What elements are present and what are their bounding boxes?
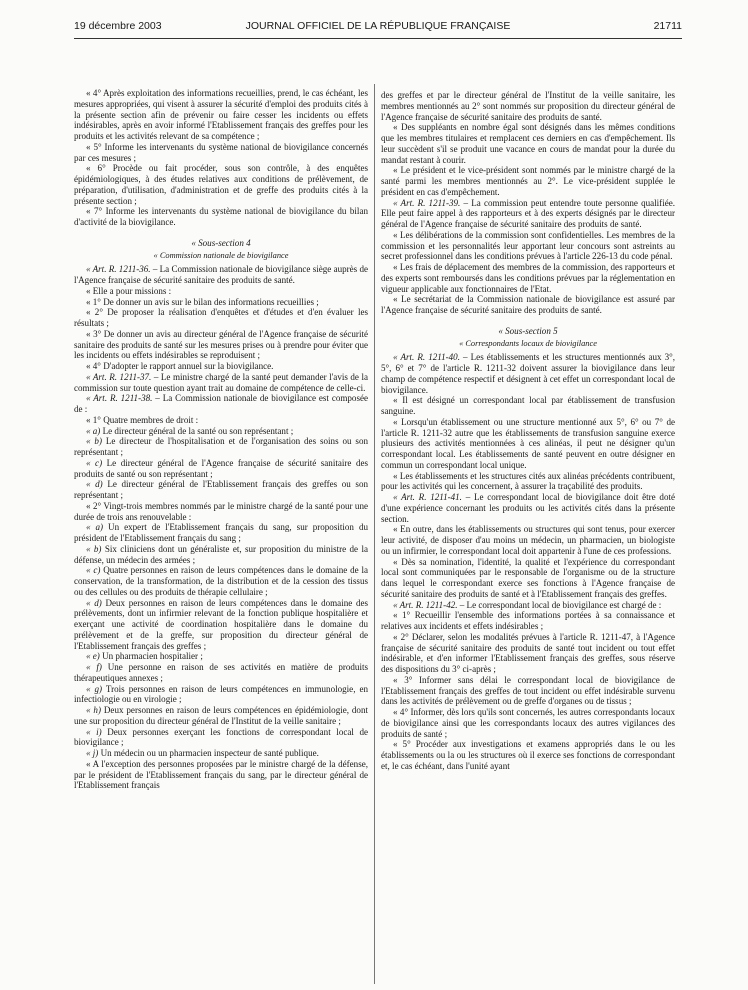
paragraph-text: – La Commission nationale de biovigilance est composée de : — [74, 393, 369, 414]
paragraph — [74, 458, 368, 480]
paragraph-text: Le directeur de l'hospitalisation et de l'organisation des soins ou son représentant ; — [74, 436, 368, 457]
paragraph-text: « Le secrétariat de la Commission nationale de biovigilance est assuré par l'Agence française de sécurité sanitaire des produits de santé. — [381, 294, 675, 315]
article-reference: « b) — [86, 436, 102, 447]
article-reference: « Art. R. 1211-40. — [393, 352, 460, 363]
header-page-number: 21711 — [653, 20, 682, 32]
article-reference: « d) — [86, 597, 102, 608]
paragraph — [74, 565, 368, 597]
paragraph — [381, 198, 675, 230]
paragraph-text: des greffes et par le directeur général de l'Institut de la veille sanitaire, les membres mentionnés au 2° sont nommés sur proposition du directeur général de l'Agence française de sécurité sanitaire des produits de santé. — [381, 90, 675, 122]
paragraph-text: – Les établissements et les structures mentionnés aux 3°, 5°, 6° et 7° de l'article R. 1211-32 doivent assurer la biovigilance dans leur champ de compétence respectif et désignent à cet effet un correspondant local de biovigilance. — [381, 352, 675, 395]
paragraph — [381, 557, 675, 600]
paragraph-text: – Le ministre chargé de la santé peut demander l'avis de la commission sur toute question ayant trait au domaine de compétence de celle-ci. — [74, 371, 369, 393]
paragraph — [74, 142, 368, 164]
paragraph-text: Quatre personnes en raison de leurs compétences dans le domaine de la conservation, de la transformation, de la distribution et de la cession des tissus ou des cellules ou des produits de thérapie cellulaire ; — [74, 565, 368, 597]
article-reference: « a) — [86, 522, 104, 533]
paragraph — [381, 610, 675, 632]
paragraph — [381, 352, 675, 395]
paragraph-text: Un pharmacien hospitalier ; — [99, 651, 203, 662]
paragraph — [74, 264, 368, 286]
paragraph — [381, 417, 675, 471]
paragraph-text: « 2° Déclarer, selon les modalités prévues à l'article R. 1211-47, à l'Agence française de sécurité sanitaire des produits de santé tout incident ou tout effet indésirable, et d'en informer l'Etablissement français des greffes, sous réserve des dispositions du 3° ci-après ; — [381, 631, 675, 674]
paragraph-text: « Dès sa nomination, l'identité, la qualité et l'expérience du correspondant local sont communiquées par le responsable de l'organisme ou de la structure dans lequel le correspondant exerce ses fonctions à l'Agence française de sécurité sanitaire des produits de santé et à l'Etablissement français des greffes. — [381, 556, 675, 599]
paragraph — [74, 544, 368, 566]
page-header — [74, 18, 682, 39]
paragraph-text: – La commission peut entendre toute personne qualifiée. Elle peut faire appel à des rapporteurs et à des experts désignés par le directeur général de l'Agence française de sécurité sanitaire des produits de santé. — [381, 197, 676, 229]
subsection-heading: « Sous-section 5 — [498, 325, 558, 336]
article-reference: « g) — [86, 683, 103, 694]
paragraph — [381, 262, 675, 294]
article-reference: « c) — [86, 457, 103, 468]
paragraph — [74, 415, 368, 426]
header-date: 19 décembre 2003 — [74, 20, 162, 32]
article-reference: « i) — [86, 726, 102, 737]
paragraph-text: – Le correspondant local de biovigilance doit être doté d'une expérience concernant les produits ou les activités cités dans la présente section. — [381, 492, 676, 524]
paragraph-text: « 3° De donner un avis au directeur général de l'Agence française de sécurité sanitaire des produits de santé sur les mesures prises ou à prendre pour éviter que les incidents ou effets indésirables se reproduisent ; — [74, 328, 368, 361]
paragraph — [381, 230, 675, 262]
subsection-heading: « Sous-section 4 — [191, 237, 251, 248]
paragraph — [74, 748, 368, 759]
article-reference: « Art. R. 1211-37. — [86, 371, 152, 382]
paragraph — [74, 684, 368, 706]
article-reference: « b) — [86, 543, 102, 554]
paragraph-text: Deux personnes exerçant les fonctions de correspondant local de biovigilance ; — [74, 726, 369, 748]
header-journal-title: JOURNAL OFFICIEL DE LA RÉPUBLIQUE FRANÇAISE — [245, 20, 511, 32]
paragraph-text: « En outre, dans les établissements ou structures qui sont tenus, pour exercer leur activité, de disposer d'au moins un médecin, un pharmacien, un biologiste ou un infirmier, le correspondant local doit appartenir à l'une de ces professions. — [381, 524, 675, 556]
paragraph — [381, 707, 675, 739]
subsection-title: « Correspondants locaux de biovigilance — [459, 338, 597, 348]
paragraph-text: « 1° Quatre membres de droit : — [86, 414, 199, 425]
left-column — [74, 88, 368, 791]
paragraph — [74, 598, 368, 652]
paragraph-text: « Les frais de déplacement des membres de la commission, des rapporteurs et des experts sont remboursés dans les conditions prévues par la réglementation en vigueur applicable aux fonctionnaires de l'Etat. — [381, 262, 675, 294]
paragraph — [74, 522, 368, 544]
paragraph-text: « 5° Informe les intervenants du système national de biovigilance concernés par ces mesures ; — [74, 141, 368, 163]
paragraph — [381, 524, 675, 556]
paragraph — [381, 492, 675, 524]
paragraph — [74, 479, 368, 501]
article-reference: « e) — [86, 651, 100, 662]
paragraph-text: « A l'exception des personnes proposées par le ministre chargé de la défense, par le président de l'Etablissement français du sang, par le directeur général de l'Etablissement français — [74, 758, 368, 791]
article-reference: « c) — [86, 565, 101, 576]
article-reference: « Art. R. 1211-38. — [86, 393, 153, 404]
paragraph — [381, 294, 675, 316]
paragraph-text: Le directeur général de la santé ou son représentant ; — [100, 425, 294, 436]
paragraph-text: « Elle a pour missions : — [86, 285, 172, 296]
article-reference: « j) — [86, 748, 99, 758]
paragraph — [381, 395, 675, 417]
paragraph-text: « Des suppléants en nombre égal sont désignés dans les mêmes conditions que les membres titulaires et remplacent ces derniers en cas d'empêchement. Ils leur succèdent s'il se produit une vacance en cours de mandat pour la durée du mandat restant à courir. — [381, 122, 675, 165]
paragraph-text: Une personne en raison de ses activités en matière de produits thérapeutiques annexes ; — [74, 662, 369, 683]
right-column — [381, 90, 675, 772]
paragraph-text: « 4° Informer, dès lors qu'ils sont concernés, les autres correspondants locaux de biovigilance ainsi que les correspondants locaux des autres vigilances des produits de santé ; — [381, 707, 675, 739]
article-reference: « Art. R. 1211-39. — [393, 197, 461, 208]
paragraph-text: « 2° De proposer la réalisation d'enquêtes et d'études et d'en évaluer les résultats ; — [74, 307, 368, 328]
article-reference: « d) — [86, 479, 103, 490]
paragraph — [74, 329, 368, 361]
paragraph-text: « 4° D'adopter le rapport annuel sur la biovigilance. — [86, 361, 274, 371]
paragraph — [74, 206, 368, 228]
paragraph — [74, 297, 368, 308]
paragraph — [74, 393, 368, 415]
paragraph — [74, 727, 368, 749]
paragraph — [74, 372, 368, 394]
paragraph-text: Le directeur général de l'Etablissement français des greffes ou son représentant ; — [74, 479, 368, 500]
paragraph-text: « Les établissements et les structures cités aux alinéas précédents contribuent, pour les activités qui les concernent, à assurer la traçabilité des produits. — [381, 470, 675, 492]
paragraph — [381, 600, 675, 611]
paragraph-text: « 6° Procède ou fait procéder, sous son contrôle, à des enquêtes épidémiologiques, à des études relatives aux conditions de prélèvement, de préparation, d'utilisation, d'administration et de greffe des produits cités à la présente section ; — [74, 163, 368, 206]
paragraph-text: Trois personnes en raison de leurs compétences en immunologie, en infectiologie ou en virologie ; — [74, 683, 368, 705]
paragraph-text: « 3° Informer sans délai le correspondant local de biovigilance de l'Etablissement français des greffes de tout incident ou effet indésirable survenu dans les activités de prélèvement ou de greffe d'organes ou de tissus ; — [381, 674, 675, 707]
paragraph — [381, 122, 675, 165]
article-reference: « h) — [86, 705, 101, 715]
paragraph — [74, 307, 368, 329]
column-divider — [374, 84, 375, 984]
paragraph-text: « 4° Après exploitation des informations recueillies, prend, le cas échéant, les mesures appropriées, qui visent à assurer la sécurité d'emploi des produits cités à la présente section afin de prévenir ou faire cesser les incidents ou effets indésirables, après en avoir informé l'Etablissement français des greffes pour les produits et les activités relevant de sa compétence ; — [74, 88, 368, 141]
paragraph — [381, 165, 675, 197]
paragraph — [74, 651, 368, 662]
paragraph-text: « 7° Informe les intervenants du système national de biovigilance du bilan d'activité de la biovigilance. — [74, 206, 368, 227]
paragraph — [74, 286, 368, 297]
paragraph — [74, 501, 368, 523]
paragraph — [74, 436, 368, 458]
paragraph — [74, 662, 368, 684]
paragraph — [381, 90, 675, 122]
paragraph-text: « Le président et le vice-président sont nommés par le ministre chargé de la santé parmi les membres mentionnés au 2°. Le vice-président supplée le président en cas d'empêchement. — [381, 165, 675, 197]
paragraph — [381, 632, 675, 675]
paragraph-text: Deux personnes en raison de leurs compétences dans le domaine des prélèvements, dont un infirmier relevant de la fonction publique hospitalière et exerçant une activité de coordination hospitalière dans le domaine du prélèvement et de la greffe, sur proposition du directeur général de l'Etablissement français des greffes ; — [74, 597, 369, 651]
paragraph-text: « 2° Vingt-trois membres nommés par le ministre chargé de la santé pour une durée de trois ans renouvelable : — [74, 500, 368, 522]
paragraph-text: « Lorsqu'un établissement ou une structure mentionné aux 5°, 6° ou 7° de l'article R. 1211-32 autre que les établissements de transfusion sanguine exerce plusieurs des activités mentionnées à ces alinéas, il peut ne désigner qu'un correspondant local. Les établissements de santé peuvent en outre désigner en commun un correspondant local unique. — [381, 416, 675, 470]
paragraph-text: « Il est désigné un correspondant local par établissement de transfusion sanguine. — [381, 395, 675, 416]
article-reference: « Art. R. 1211-36. — [86, 264, 151, 275]
paragraph-text: – Le correspondant local de biovigilance est chargé de : — [457, 599, 662, 610]
paragraph — [74, 426, 368, 437]
paragraph-text: « 1° Recueillir l'ensemble des informations portées à sa connaissance et relatives aux incidents et effets indésirables ; — [381, 610, 675, 631]
paragraph — [381, 739, 675, 771]
paragraph — [74, 759, 368, 791]
paragraph-text: Deux personnes en raison de leurs compétences en épidémiologie, dont une sur proposition du directeur général de l'Institut de la veille sanitaire ; — [74, 705, 368, 726]
paragraph — [74, 163, 368, 206]
paragraph — [381, 675, 675, 707]
paragraph — [381, 471, 675, 493]
paragraph-text: Un expert de l'Etablissement français du sang, sur proposition du président de l'Etablissement français du sang ; — [74, 522, 368, 543]
paragraph — [74, 705, 368, 727]
paragraph — [74, 88, 368, 142]
article-reference: « Art. R. 1211-41. — [393, 492, 462, 502]
article-reference: « Art. R. 1211-42. — [393, 599, 458, 610]
paragraph — [74, 361, 368, 372]
article-reference: « f) — [86, 662, 102, 672]
paragraph-text: Six cliniciens dont un généraliste et, sur proposition du ministre de la défense, un médecin des armées ; — [74, 543, 368, 565]
paragraph-text: « Les délibérations de la commission sont confidentielles. Les membres de la commission et les personnalités leur apportant leur concours sont astreints au secret professionnel dans les conditions prévues à l'article 226-13 du code pénal. — [381, 229, 675, 262]
article-reference: « a) — [86, 425, 101, 436]
paragraph-text: – La Commission nationale de biovigilance siège auprès de l'Agence française de sécurité sanitaire des produits de santé. — [74, 264, 368, 285]
paragraph-text: Un médecin ou un pharmacien inspecteur de santé publique. — [98, 748, 319, 758]
paragraph-text: Le directeur général de l'Agence française de sécurité sanitaire des produits de santé ou son représentant ; — [74, 457, 368, 479]
paragraph-text: « 1° De donner un avis sur le bilan des informations recueillies ; — [86, 296, 319, 307]
paragraph-text: « 5° Procéder aux investigations et examens appropriés dans le ou les établissements ou la ou les structures où il exerce ses fonctions de correspondant et, le cas échéant, dans l'unité ayant — [381, 739, 675, 771]
subsection-title: « Commission nationale de biovigilance — [153, 250, 289, 260]
